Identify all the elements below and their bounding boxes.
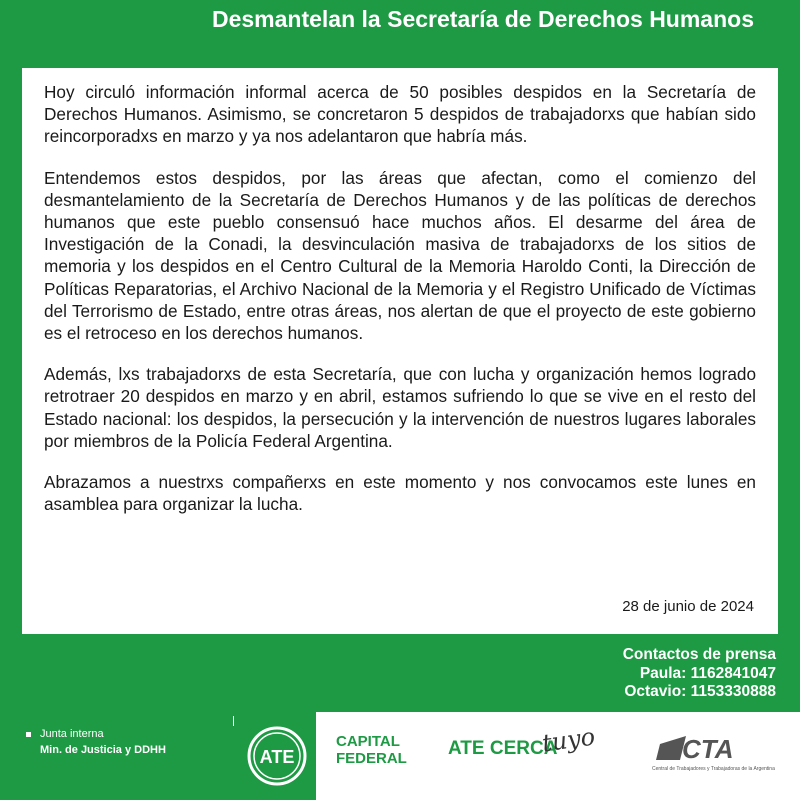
- divider: [233, 716, 234, 726]
- ministerio-label: Min. de Justicia y DDHH: [40, 744, 166, 756]
- capital-federal-label: [336, 733, 407, 767]
- tuyo-script: tuyo: [540, 722, 597, 758]
- cta-logo-icon: [656, 730, 776, 766]
- press-contact-line: Octavio: 1153330888: [624, 683, 776, 700]
- federal-line: FEDERAL: [336, 750, 407, 767]
- paragraph: Hoy circuló información informal acerca de 50 posibles despidos en la Secretaría de Derechos Humanos. Asimismo, se concretaron 5 despidos de trabajadorxs que habían sido reincorporadxs en marzo y ya nos adelantaron que habría más.: [44, 82, 756, 147]
- paragraph: Además, lxs trabajadorxs de esta Secretaría, que con lucha y organización hemos logrado retrotraer 20 despidos en marzo y en abril, estamos sufriendo lo que se vive en el resto del Estado nacional: los despidos, la persecución y la intervención de nuestros lugares laborales por miembros de la Policía Federal Argentina.: [44, 364, 756, 451]
- statement-card: [22, 68, 778, 634]
- paragraph: Entendemos estos despidos, por las áreas que afectan, como el comienzo del desmantelamiento de la Secretaría de Derechos Humanos y de las políticas de derechos humanos que este pueblo consensuó hace muchos años. El desarme del área de Investigación de la Conadi, la desvinculación masiva de trabajadorxs de los sitios de memoria y los despidos en el Centro Cultural de la Memoria Haroldo Conti, la Dirección de Políticas Reparatorias, el Archivo Nacional de la Memoria y el Registro Unificado de Víctimas del Terrorismo de Estado, entre otras áreas, nos alertan de que el proyecto de este gobierno es el retroceso en los derechos humanos.: [44, 167, 756, 344]
- press-contacts: [623, 646, 776, 702]
- ate-logo-icon: [246, 725, 308, 787]
- press-contact-line: Paula: 1162841047: [639, 664, 776, 682]
- paragraph: Abrazamos a nuestrxs compañerxs en este momento y nos convocamos este lunes en asamblea para organizar la lucha.: [44, 472, 756, 515]
- junta-label: Junta interna: [40, 728, 104, 740]
- footer-right-panel: [316, 712, 800, 800]
- cta-subtitle: Central de Trabajadores y Trabajadoras de la Argentina: [652, 766, 775, 772]
- ate-logo-text: ATE: [259, 747, 295, 767]
- statement-date: 28 de junio de 2024: [622, 598, 754, 615]
- page-title: Desmantelan la Secretaría de Derechos Humanos: [211, 6, 754, 32]
- capital-line: CAPITAL: [336, 733, 400, 750]
- cta-logo-text: CTA: [682, 734, 734, 764]
- footer-left-panel: [0, 712, 316, 800]
- ate-cerca-logo: ATE CERCA: [448, 738, 558, 759]
- press-contacts-heading: Contactos de prensa: [622, 646, 776, 663]
- bullet-icon: [26, 732, 31, 737]
- footer: [0, 712, 800, 800]
